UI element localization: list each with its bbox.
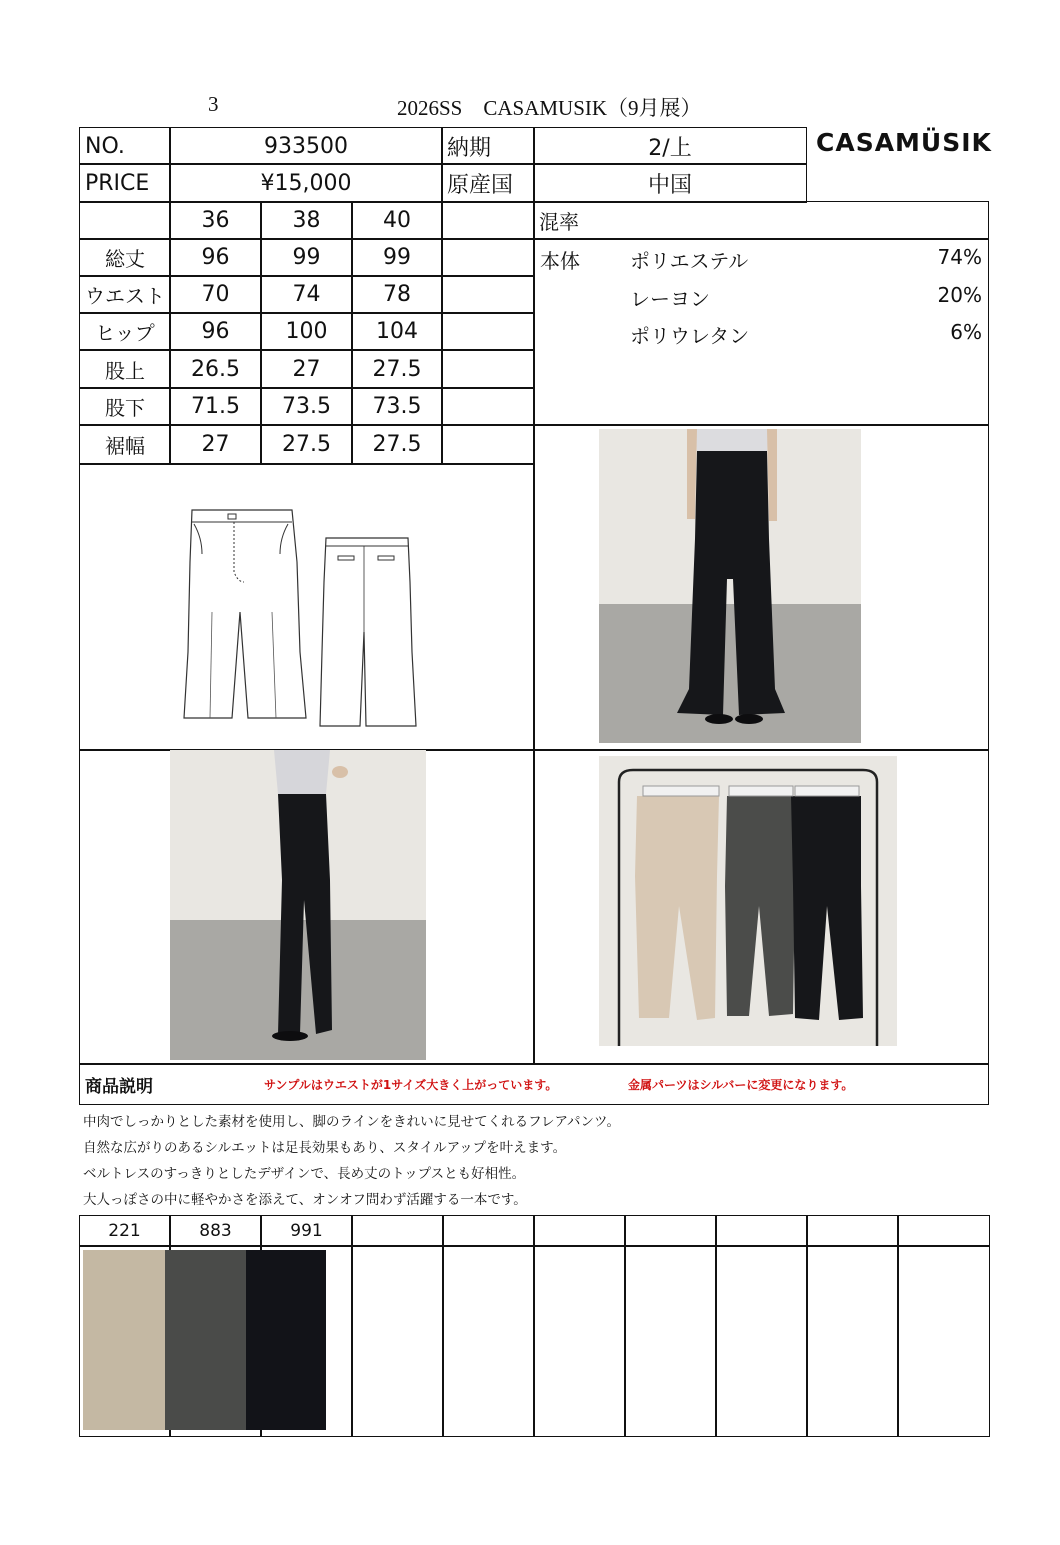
size-extra-cell <box>441 349 535 389</box>
fabric-swatch <box>83 1250 165 1430</box>
size-row-label: ヒップ <box>79 312 171 351</box>
color-swatch-cell <box>443 1245 534 1437</box>
size-column-header: 36 <box>169 201 262 240</box>
size-extra-cell <box>441 275 535 314</box>
color-code-cell: 883 <box>170 1215 261 1247</box>
size-cell: 74 <box>260 275 353 314</box>
material-name: ポリウレタン <box>630 324 750 348</box>
model-front-panel <box>533 424 989 751</box>
color-code-cell: 991 <box>261 1215 352 1247</box>
size-extra-cell <box>441 238 535 277</box>
size-extra-cell <box>441 424 535 465</box>
color-code-cell <box>898 1215 990 1247</box>
color-lineup-panel <box>533 749 989 1065</box>
hardware-note: 金属パーツはシルバーに変更になります。 <box>628 1078 854 1092</box>
color-swatch-cell <box>534 1245 625 1437</box>
size-cell: 96 <box>169 312 262 351</box>
size-cell: 27.5 <box>260 424 353 465</box>
size-cell: 99 <box>351 238 443 277</box>
description-line: 大人っぽさの中に軽やかさを添えて、オンオフ問わず活躍する一本です。 <box>83 1192 527 1208</box>
origin-label: 原産国 <box>441 163 535 203</box>
composition-body-label: 本体 <box>540 249 580 273</box>
size-header-blank <box>79 201 171 240</box>
description-line: 自然な広がりのあるシルエットは足長効果もあり、スタイルアップを叶えます。 <box>83 1140 567 1156</box>
size-column-header: 40 <box>351 201 443 240</box>
size-cell: 78 <box>351 275 443 314</box>
size-extra-cell <box>441 201 535 240</box>
color-code-cell: 221 <box>79 1215 170 1247</box>
size-row-label: ウエスト <box>79 275 171 314</box>
color-swatch-cell <box>352 1245 443 1437</box>
material-name: レーヨン <box>630 287 710 311</box>
color-code-cell <box>625 1215 716 1247</box>
size-cell: 27.5 <box>351 424 443 465</box>
origin-value: 中国 <box>533 163 807 203</box>
material-percent: 6% <box>950 320 982 344</box>
color-swatch-cell <box>625 1245 716 1437</box>
material-percent: 74% <box>937 245 982 269</box>
sample-note: サンプルはウエストが1サイズ大きく上がっています。 <box>264 1078 558 1092</box>
size-row-label: 股上 <box>79 349 171 389</box>
no-label: NO. <box>79 127 171 165</box>
fabric-swatch <box>246 1250 326 1430</box>
size-cell: 99 <box>260 238 353 277</box>
description-line: ベルトレスのすっきりとしたデザインで、長め丈のトップスとも好相性。 <box>83 1166 526 1182</box>
color-swatch-cell <box>807 1245 898 1437</box>
fabric-swatch <box>165 1250 247 1430</box>
size-cell: 104 <box>351 312 443 351</box>
back-sketch-image <box>318 532 418 732</box>
material-name: ポリエステル <box>630 249 749 273</box>
size-row-label: 股下 <box>79 387 171 426</box>
color-code-cell <box>443 1215 534 1247</box>
size-cell: 100 <box>260 312 353 351</box>
sheet-title: 2026SS CASAMUSIK（9月展） <box>397 96 702 120</box>
size-cell: 73.5 <box>260 387 353 426</box>
size-column-header: 38 <box>260 201 353 240</box>
color-lineup-photo <box>599 756 897 1046</box>
model-front-photo <box>599 429 861 743</box>
size-row-label: 総丈 <box>79 238 171 277</box>
color-swatch-cell <box>716 1245 807 1437</box>
size-cell: 26.5 <box>169 349 262 389</box>
size-extra-cell <box>441 387 535 426</box>
front-sketch-image <box>180 502 310 727</box>
size-cell: 73.5 <box>351 387 443 426</box>
composition-box <box>533 238 989 426</box>
no-value: 933500 <box>169 127 443 165</box>
color-code-cell <box>534 1215 625 1247</box>
color-code-cell <box>352 1215 443 1247</box>
price-value: ¥15,000 <box>169 163 443 203</box>
delivery-value: 2/上 <box>533 127 807 165</box>
size-row-label: 裾幅 <box>79 424 171 465</box>
delivery-label: 納期 <box>441 127 535 165</box>
model-side-photo <box>170 750 426 1060</box>
material-percent: 20% <box>937 283 982 307</box>
brand-logo: CASAMÜSIK <box>816 128 992 157</box>
description-line: 中肉でしっかりとした素材を使用し、脚のラインをきれいに見せてくれるフレアパンツ。 <box>83 1114 621 1130</box>
flat-sketch-panel <box>79 463 535 751</box>
color-swatch-cell <box>898 1245 990 1437</box>
size-cell: 27.5 <box>351 349 443 389</box>
price-label: PRICE <box>79 163 171 203</box>
size-cell: 27 <box>169 424 262 465</box>
size-extra-cell <box>441 312 535 351</box>
composition-label: 混率 <box>533 201 989 240</box>
color-code-cell <box>807 1215 898 1247</box>
page-number: 3 <box>208 92 219 116</box>
size-cell: 70 <box>169 275 262 314</box>
model-side-panel <box>79 749 535 1065</box>
size-cell: 27 <box>260 349 353 389</box>
size-cell: 96 <box>169 238 262 277</box>
description-label: 商品説明 <box>79 1063 989 1105</box>
color-code-cell <box>716 1215 807 1247</box>
size-cell: 71.5 <box>169 387 262 426</box>
